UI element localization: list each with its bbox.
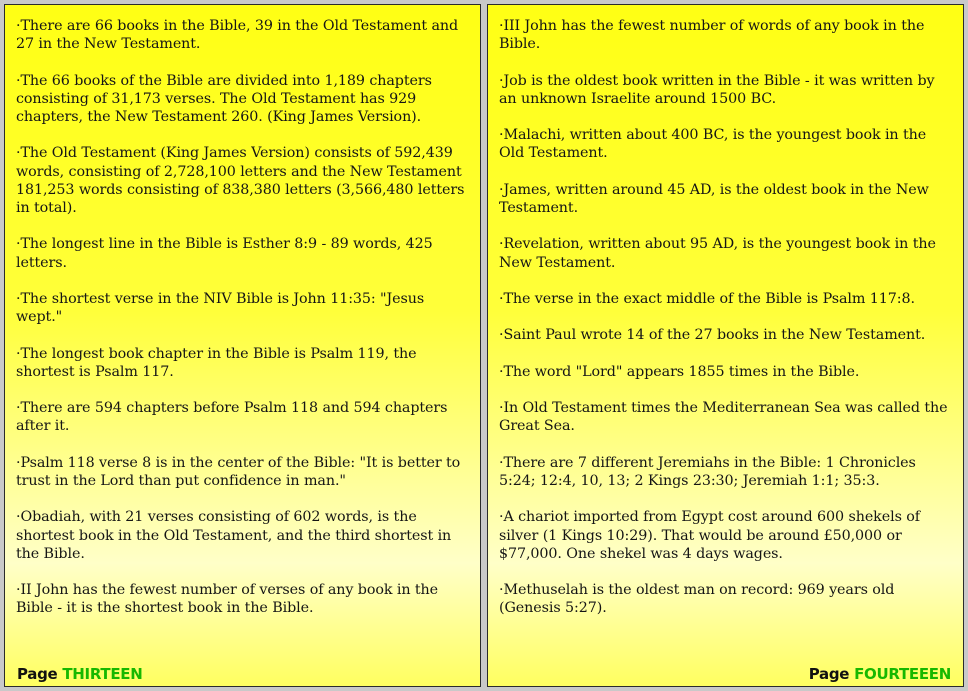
fact-item: ·Malachi, written about 400 BC, is the youngest book in the Old Testament. [499, 127, 927, 162]
fact-item: ·There are 66 books in the Bible, 39 in the Old Testament and 27 in the New Testament. [16, 18, 459, 53]
fact-item: ·Obadiah, with 21 verses consisting of 602 words, is the shortest book in the Old Testament, and the third shortest in the Bible. [16, 509, 452, 562]
fact-item: ·The longest book chapter in the Bible is Psalm 119, the shortest is Psalm 117. [16, 345, 417, 380]
fact-item: ·Saint Paul wrote 14 of the 27 books in the New Testament. [499, 327, 926, 344]
fact-item: ·There are 7 different Jeremiahs in the Bible: 1 Chronicles 5:24; 12:4, 10, 13; 2 Kings 23:30; Jeremiah 1:1; 35:3. [499, 454, 916, 489]
page-label-word: Page [17, 665, 58, 683]
fact-item: ·The 66 books of the Bible are divided into 1,189 chapters consisting of 31,173 verses. The Old Testament has 929 chapters, the New Testament 260. (King James Version). [16, 72, 432, 125]
fact-item: ·A chariot imported from Egypt cost around 600 shekels of silver (1 Kings 10:29). That would be around £50,000 or $77,000. One shekel was 4 days wages. [499, 509, 920, 562]
left-fact-list [16, 17, 470, 636]
fact-item: ·The shortest verse in the NIV Bible is John 11:35: "Jesus wept." [16, 290, 425, 326]
right-fact-list [499, 17, 953, 636]
page-label-number: FOURTEEEN [854, 665, 951, 683]
fact-item: ·The longest line in the Bible is Esther 8:9 - 89 words, 425 letters. [16, 236, 433, 271]
fact-item: ·Methuselah is the oldest man on record: 969 years old (Genesis 5:27). [499, 582, 895, 617]
fact-item: ·The word "Lord" appears 1855 times in the Bible. [499, 363, 860, 380]
fact-item: ·The Old Testament (King James Version) consists of 592,439 words, consisting of 2,728,100 letters and the New Testament 181,253 words consisting of 838,380 letters (3,566,480 letters in total). [16, 145, 465, 216]
fact-item: ·In Old Testament times the Mediterranean Sea was called the Great Sea. [499, 400, 948, 435]
page-number-left [17, 665, 143, 683]
fact-item: ·II John has the fewest number of verses of any book in the Bible - it is the shortest book in the Bible. [16, 582, 439, 617]
page-number-right [809, 665, 951, 683]
fact-item: ·III John has the fewest number of words of any book in the Bible. [499, 18, 925, 53]
page-label-number: THIRTEEN [62, 665, 143, 683]
fact-item: ·James, written around 45 AD, is the oldest book in the New Testament. [499, 181, 929, 216]
page-label-word: Page [808, 665, 850, 683]
fact-item: ·The verse in the exact middle of the Bible is Psalm 117:8. [499, 290, 915, 307]
right-page [487, 4, 964, 687]
left-page [4, 4, 481, 687]
fact-item: ·Psalm 118 verse 8 is in the center of the Bible: "It is better to trust in the Lord than put confidence in man." [16, 454, 461, 489]
fact-item: ·Job is the oldest book written in the Bible - it was written by an unknown Israelite around 1500 BC. [499, 72, 935, 107]
fact-item: ·Revelation, written about 95 AD, is the youngest book in the New Testament. [499, 236, 936, 271]
fact-item: ·There are 594 chapters before Psalm 118 and 594 chapters after it. [16, 400, 448, 435]
